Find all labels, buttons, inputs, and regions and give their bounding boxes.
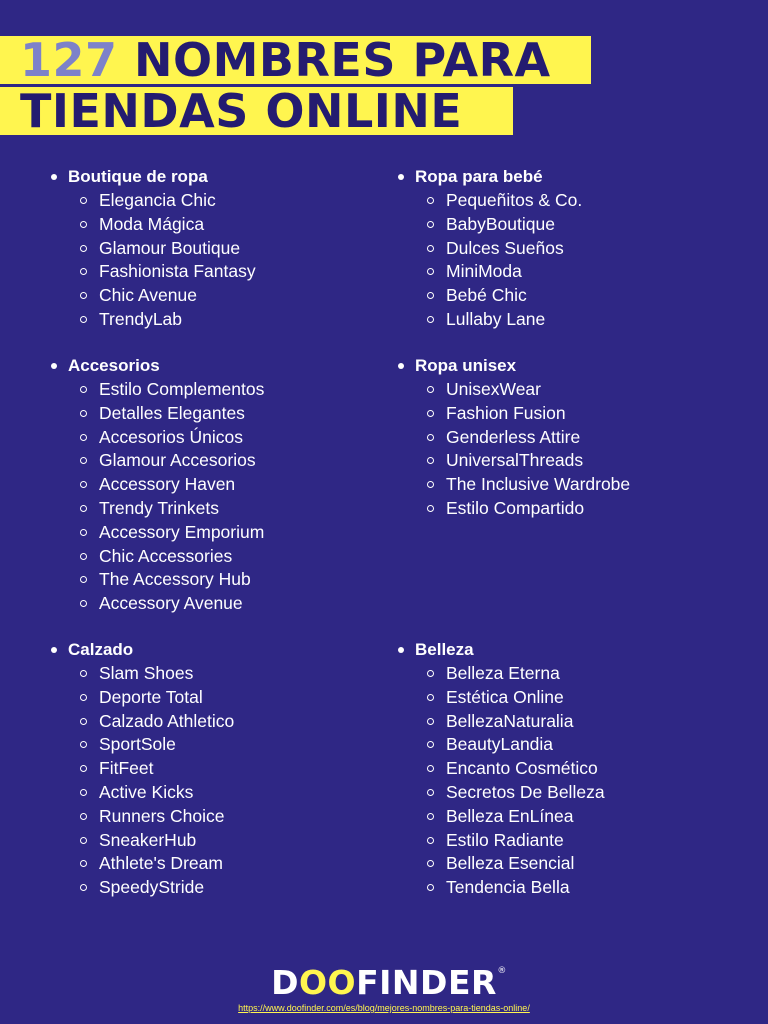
store-name: Accesorios Únicos: [99, 426, 243, 447]
circle-bullet-icon: [80, 434, 87, 441]
store-name: Belleza Esencial: [446, 853, 575, 874]
store-name: Deporte Total: [99, 686, 203, 707]
category-section: [48, 354, 368, 616]
circle-bullet-icon: [427, 481, 434, 488]
bullet-icon: [51, 174, 57, 180]
list-item: [48, 662, 368, 686]
circle-bullet-icon: [427, 741, 434, 748]
circle-bullet-icon: [427, 410, 434, 417]
circle-bullet-icon: [80, 860, 87, 867]
list-item: [48, 497, 368, 521]
circle-bullet-icon: [427, 505, 434, 512]
list-item: [395, 852, 735, 876]
bullet-icon: [51, 647, 57, 653]
circle-bullet-icon: [80, 268, 87, 275]
circle-bullet-icon: [80, 884, 87, 891]
list-item: [48, 829, 368, 853]
store-name: UniversalThreads: [446, 450, 584, 471]
source-url: [0, 1003, 768, 1013]
name-list: [48, 662, 368, 900]
list-item: [48, 592, 368, 616]
title-number: 127: [20, 33, 118, 87]
list-item: [48, 757, 368, 781]
logo-wordmark: [271, 963, 507, 1002]
store-name: Glamour Boutique: [99, 237, 241, 258]
circle-bullet-icon: [80, 741, 87, 748]
list-item: [395, 189, 735, 213]
store-name: SportSole: [99, 734, 176, 755]
list-item: [395, 829, 735, 853]
circle-bullet-icon: [80, 765, 87, 772]
store-name: Athlete's Dream: [99, 853, 223, 874]
circle-bullet-icon: [427, 292, 434, 299]
circle-bullet-icon: [80, 718, 87, 725]
store-name: BabyBoutique: [446, 213, 555, 234]
circle-bullet-icon: [427, 718, 434, 725]
circle-bullet-icon: [80, 457, 87, 464]
circle-bullet-icon: [80, 221, 87, 228]
store-name: SneakerHub: [99, 829, 197, 850]
store-name: BeautyLandia: [446, 734, 554, 755]
store-name: Fashion Fusion: [446, 402, 566, 423]
category-section: [395, 638, 735, 900]
circle-bullet-icon: [80, 600, 87, 607]
circle-bullet-icon: [80, 529, 87, 536]
category-label: Ropa unisex: [415, 356, 517, 375]
store-name: Active Kicks: [99, 781, 194, 802]
list-item: [48, 876, 368, 900]
circle-bullet-icon: [80, 481, 87, 488]
store-name: Estilo Radiante: [446, 829, 564, 850]
list-item: [48, 852, 368, 876]
store-name: UnisexWear: [446, 379, 541, 399]
circle-bullet-icon: [80, 505, 87, 512]
store-name: The Accessory Hub: [99, 569, 251, 590]
category-label: Ropa para bebé: [415, 167, 543, 186]
store-name: Glamour Accesorios: [99, 450, 256, 471]
list-item: [48, 473, 368, 497]
list-item: [48, 402, 368, 426]
list-item: [395, 237, 735, 261]
list-item: [48, 568, 368, 592]
store-name: MiniModa: [446, 261, 522, 282]
circle-bullet-icon: [427, 860, 434, 867]
circle-bullet-icon: [427, 765, 434, 772]
list-item: [48, 733, 368, 757]
store-name: Genderless Attire: [446, 426, 581, 447]
circle-bullet-icon: [427, 268, 434, 275]
source-link[interactable]: https://www.doofinder.com/es/blog/mejores-nombres-para-tiendas-online/: [238, 1003, 530, 1013]
name-list: [48, 189, 368, 332]
list-item: [48, 805, 368, 829]
registered-mark: ®: [497, 966, 507, 976]
circle-bullet-icon: [80, 789, 87, 796]
store-name: Belleza Eterna: [446, 663, 560, 683]
circle-bullet-icon: [427, 434, 434, 441]
category-heading: [48, 354, 368, 378]
name-list: [395, 662, 735, 900]
store-name: Chic Avenue: [99, 285, 197, 306]
store-name: Fashionista Fantasy: [99, 261, 256, 282]
store-name: Dulces Sueños: [446, 237, 564, 258]
bullet-icon: [398, 647, 404, 653]
store-name: Slam Shoes: [99, 663, 194, 683]
list-item: [395, 473, 735, 497]
store-name: Moda Mágica: [99, 213, 205, 234]
circle-bullet-icon: [427, 837, 434, 844]
category-section: [395, 165, 735, 332]
list-item: [48, 686, 368, 710]
store-name: FitFeet: [99, 758, 154, 779]
list-item: [48, 308, 368, 332]
circle-bullet-icon: [427, 386, 434, 393]
list-item: [48, 237, 368, 261]
store-name: Secretos De Belleza: [446, 781, 605, 802]
category-section: [48, 638, 368, 900]
category-section: [395, 354, 735, 521]
circle-bullet-icon: [427, 245, 434, 252]
category-heading: [48, 165, 368, 189]
title-line-1: [0, 33, 591, 87]
circle-bullet-icon: [80, 670, 87, 677]
list-item: [48, 710, 368, 734]
circle-bullet-icon: [80, 292, 87, 299]
circle-bullet-icon: [427, 457, 434, 464]
list-item: [395, 662, 735, 686]
store-name: The Inclusive Wardrobe: [446, 474, 631, 495]
title-line-2: [0, 84, 513, 138]
store-name: Pequeñitos & Co.: [446, 190, 583, 210]
category-label: Boutique de ropa: [68, 167, 208, 186]
title-line-1-text: NOMBRES PARA: [134, 33, 551, 87]
circle-bullet-icon: [427, 884, 434, 891]
store-name: Estilo Complementos: [99, 379, 265, 399]
circle-bullet-icon: [427, 670, 434, 677]
circle-bullet-icon: [80, 694, 87, 701]
logo-part-2: OO: [299, 963, 357, 1002]
list-item: [48, 260, 368, 284]
list-item: [395, 402, 735, 426]
circle-bullet-icon: [427, 316, 434, 323]
list-item: [395, 757, 735, 781]
list-item: [395, 284, 735, 308]
category-section: [48, 165, 368, 332]
category-label: Belleza: [415, 640, 474, 659]
bullet-icon: [51, 363, 57, 369]
store-name: Runners Choice: [99, 805, 225, 826]
list-item: [395, 426, 735, 450]
bullet-icon: [398, 363, 404, 369]
list-item: [395, 805, 735, 829]
name-list: [395, 189, 735, 332]
store-name: Trendy Trinkets: [99, 497, 219, 518]
store-name: Accessory Avenue: [99, 593, 243, 614]
category-heading: [395, 165, 735, 189]
category-heading: [48, 638, 368, 662]
circle-bullet-icon: [80, 316, 87, 323]
logo-part-1: D: [271, 963, 299, 1002]
list-item: [48, 213, 368, 237]
list-item: [395, 686, 735, 710]
circle-bullet-icon: [427, 197, 434, 204]
store-name: Estética Online: [446, 686, 564, 707]
title-line-2-text: TIENDAS ONLINE: [20, 84, 463, 138]
list-item: [395, 260, 735, 284]
list-item: [395, 733, 735, 757]
category-label: Calzado: [68, 640, 134, 659]
list-item: [48, 545, 368, 569]
store-name: BellezaNaturalia: [446, 710, 574, 731]
store-name: Detalles Elegantes: [99, 402, 245, 423]
list-item: [48, 426, 368, 450]
circle-bullet-icon: [80, 197, 87, 204]
name-list: [48, 378, 368, 616]
store-name: Chic Accessories: [99, 545, 233, 566]
list-item: [48, 521, 368, 545]
list-item: [395, 213, 735, 237]
list-item: [395, 781, 735, 805]
store-name: Belleza EnLínea: [446, 805, 574, 826]
logo-part-3: FINDER: [356, 963, 497, 1002]
bullet-icon: [398, 174, 404, 180]
list-item: [48, 284, 368, 308]
circle-bullet-icon: [427, 789, 434, 796]
store-name: SpeedyStride: [99, 877, 205, 898]
doofinder-logo: [0, 963, 768, 1002]
list-item: [48, 449, 368, 473]
store-name: Elegancia Chic: [99, 190, 216, 210]
circle-bullet-icon: [80, 245, 87, 252]
category-heading: [395, 638, 735, 662]
list-item: [395, 378, 735, 402]
list-item: [48, 378, 368, 402]
store-name: Tendencia Bella: [446, 877, 570, 898]
list-item: [395, 876, 735, 900]
circle-bullet-icon: [80, 813, 87, 820]
list-item: [395, 308, 735, 332]
category-heading: [395, 354, 735, 378]
circle-bullet-icon: [427, 813, 434, 820]
store-name: Bebé Chic: [446, 285, 527, 306]
list-item: [395, 449, 735, 473]
store-name: Encanto Cosmético: [446, 758, 598, 779]
store-name: Lullaby Lane: [446, 308, 546, 329]
store-name: Estilo Compartido: [446, 497, 585, 518]
list-item: [48, 189, 368, 213]
category-label: Accesorios: [68, 356, 160, 375]
list-item: [395, 710, 735, 734]
store-name: Accessory Emporium: [99, 521, 265, 542]
circle-bullet-icon: [80, 553, 87, 560]
circle-bullet-icon: [80, 837, 87, 844]
circle-bullet-icon: [80, 410, 87, 417]
list-item: [48, 781, 368, 805]
circle-bullet-icon: [427, 694, 434, 701]
circle-bullet-icon: [80, 386, 87, 393]
store-name: Calzado Athletico: [99, 710, 235, 731]
store-name: TrendyLab: [99, 308, 183, 329]
circle-bullet-icon: [427, 221, 434, 228]
store-name: Accessory Haven: [99, 474, 236, 495]
list-item: [395, 497, 735, 521]
name-list: [395, 378, 735, 521]
circle-bullet-icon: [80, 576, 87, 583]
